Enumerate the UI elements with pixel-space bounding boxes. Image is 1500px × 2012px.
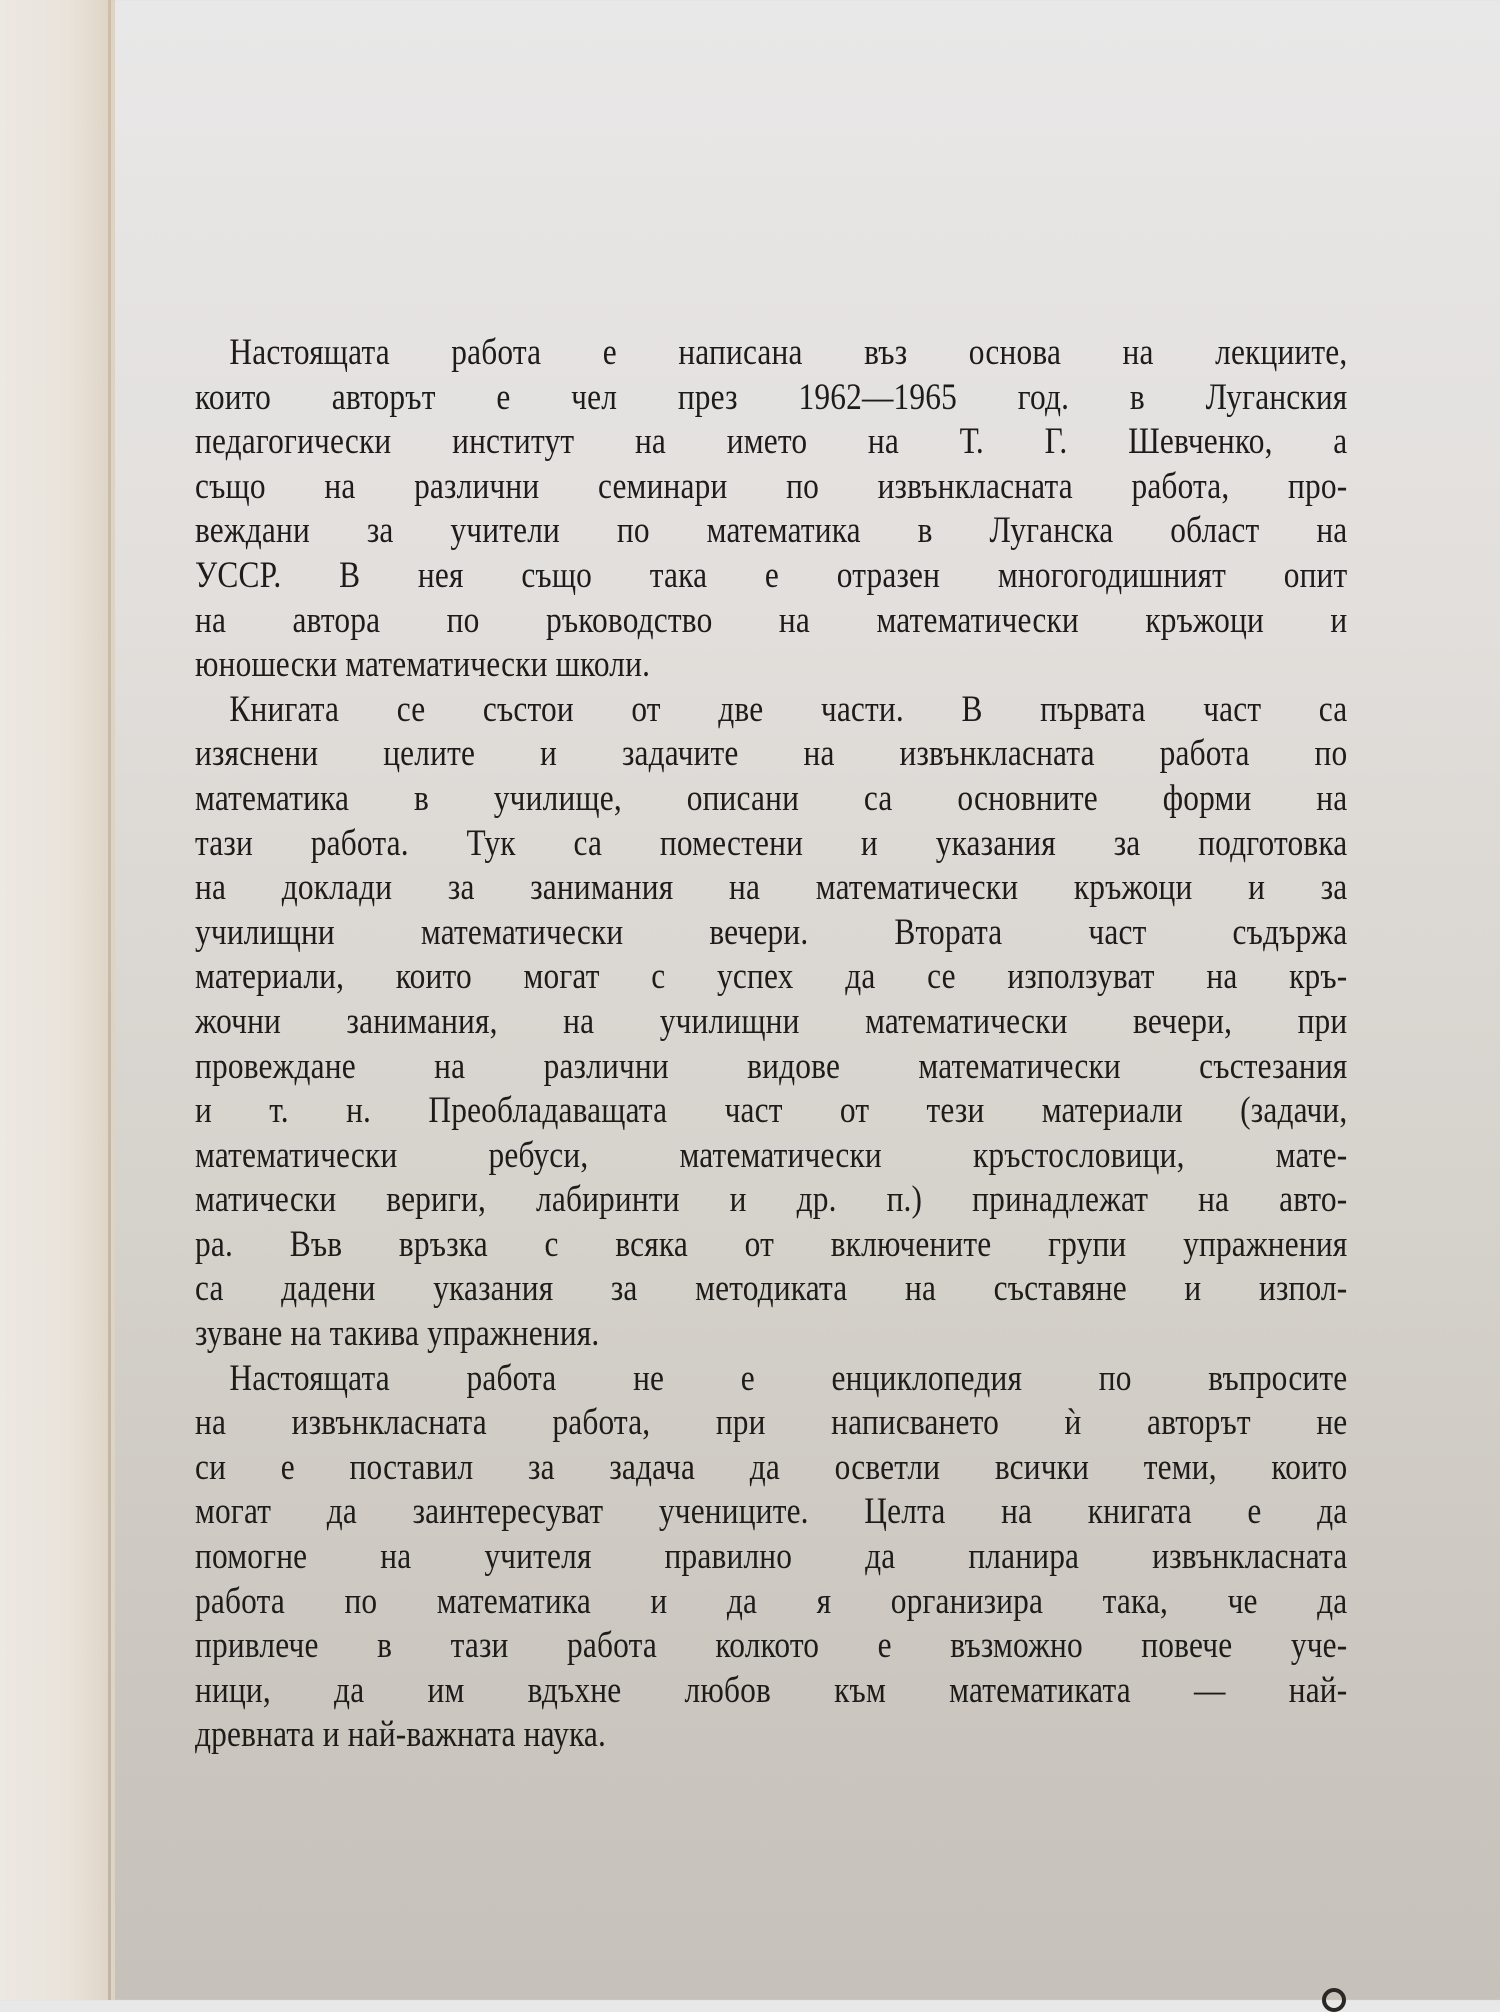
text-line: помогне на учителя правилно да планира извънкласната — [195, 1535, 1348, 1577]
text-line: математически ребуси, математически кръстословици, мате- — [195, 1133, 1348, 1175]
text-line: изяснени целите и задачите на извънкласната работа по — [195, 732, 1348, 774]
text-line: тази работа. Тук са поместени и указания за подготовка — [195, 821, 1348, 863]
text-line: юношески математически школи. — [195, 643, 651, 685]
text-line: жочни занимания, на училищни математически вечери, при — [195, 999, 1348, 1041]
book-binding-crease — [108, 0, 111, 2000]
text-line: също на различни семинари по извънкласната работа, про- — [195, 464, 1348, 506]
text-line: си е поставил за задача да осветли всички теми, които — [195, 1445, 1348, 1487]
text-line: са дадени указания за методиката на съставяне и изпол- — [195, 1267, 1348, 1309]
text-line: математика в училище, описани са основните форми на — [195, 776, 1348, 818]
text-line: педагогически институт на името на Т. Г. Шевченко, а — [195, 420, 1348, 462]
text-line: и т. н. Преобладаващата част от тези материали (задачи, — [195, 1089, 1348, 1131]
text-line: Настоящата работа не е енциклопедия по въпросите — [229, 1356, 1348, 1398]
text-line: работа по математика и да я организира така, че да — [195, 1579, 1348, 1621]
paragraph-1 — [195, 330, 1348, 687]
text-line: веждани за учители по математика в Луганска област на — [195, 509, 1348, 551]
text-line: привлече в тази работа колкото е възможно повече уче- — [195, 1624, 1348, 1666]
text-line: матически вериги, лабиринти и др. п.) принадлежат на авто- — [195, 1178, 1348, 1220]
paragraph-2 — [195, 687, 1348, 1356]
text-line: УССР. В нея също така е отразен многогодишният опит — [195, 553, 1348, 595]
text-line: които авторът е чел през 1962—1965 год. в Луганския — [195, 375, 1348, 417]
page-number-cropped — [1322, 1988, 1346, 2012]
text-line: училищни математически вечери. Втората част съдържа — [195, 910, 1348, 952]
text-line: материали, които могат с успех да се използуват на кръ- — [195, 955, 1348, 997]
text-line: на извънкласната работа, при написването ѝ авторът не — [195, 1401, 1348, 1443]
text-line: на автора по ръководство на математически кръжоци и — [195, 598, 1348, 640]
text-line: Настоящата работа е написана въз основа на лекциите, — [229, 331, 1348, 372]
text-line: ра. Във връзка с всяка от включените групи упражнения — [195, 1222, 1348, 1264]
text-line: могат да заинтересуват учениците. Целта на книгата е да — [195, 1490, 1348, 1532]
facing-page-edge — [0, 0, 115, 2000]
page-text — [195, 330, 1348, 1757]
paragraph-3 — [195, 1356, 1348, 1757]
text-line: на доклади за занимания на математически кръжоци и за — [195, 866, 1348, 908]
text-line: древната и най-важната наука. — [195, 1713, 607, 1755]
text-line: провеждане на различни видове математически състезания — [195, 1044, 1348, 1086]
text-line: ници, да им вдъхне любов към математиката — най- — [195, 1668, 1348, 1710]
text-line: зуване на такива упражнения. — [195, 1312, 600, 1354]
text-line: Книгата се състои от две части. В първата част са — [229, 687, 1348, 729]
